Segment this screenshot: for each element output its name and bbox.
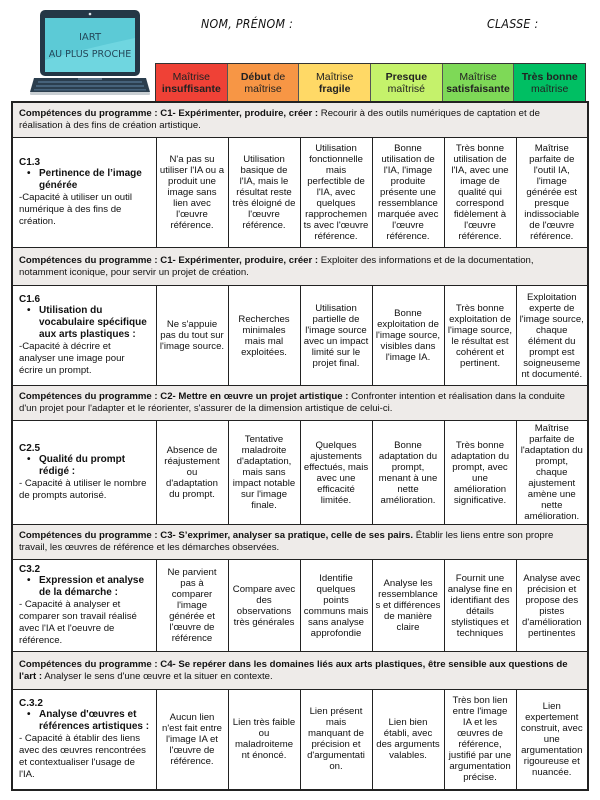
descriptor-cell: Lien bien établi, avec des arguments valables. xyxy=(372,690,444,790)
descriptor-cell: Très bonne adaptation du prompt, avec une amélioration significative. xyxy=(444,421,516,525)
competence-description: Compétences du programme : C3- S’exprimer, analyser sa pratique, celle de ses pairs. Établir les liens entre son propre travail, les œuvres de référence et les démarches observées. xyxy=(12,525,588,560)
competence-description: Compétences du programme : C2- Mettre en œuvre un projet artistique : Confronter intention et réalisation dans la conduite d'un projet pour l'adapter et le réorienter, s'assurer de la dimension artistique de celui-ci. xyxy=(12,386,588,421)
competence-description: Compétences du programme : C4- Se repérer dans les domaines liés aux arts plastiques, être sensible aux questions de l'art : Analyser le sens d'une œuvre et la situer en contexte. xyxy=(12,652,588,690)
descriptor-cell: Très bonne exploitation de l'image source, le résultat est cohérent et pertinent. xyxy=(444,286,516,386)
table-row xyxy=(12,690,588,790)
competence-cell: C1.3 • Pertinence de l’image générée -Capacité à utiliser un outil numérique à des fins de création. xyxy=(12,138,156,248)
descriptor-cell: N'a pas su utiliser l'IA ou a produit une image sans lien avec l'œuvre référence. xyxy=(156,138,228,248)
level-satisfactory: Maîtrise satisfaisante xyxy=(443,64,515,101)
section-header-row xyxy=(12,525,588,560)
descriptor-cell: Analyse avec précision et propose des pistes d'amélioration pertinentes xyxy=(516,560,588,652)
section-header-row xyxy=(12,248,588,286)
descriptor-cell: Maîtrise parfaite de l'adaptation du prompt, chaque ajustement amène une nette amélioration. xyxy=(516,421,588,525)
class-field-label: CLASSE : xyxy=(487,17,539,31)
descriptor-cell: Utilisation basique de l'IA, mais le résultat reste très éloigné de l'œuvre référence. xyxy=(228,138,300,248)
descriptor-cell: Fournit une analyse fine en identifiant des détails stylistiques et techniques xyxy=(444,560,516,652)
descriptor-cell: Utilisation fonctionnelle mais perfectible de l'IA, avec quelques rapprochemen ts avec l'œuvre référence. xyxy=(300,138,372,248)
descriptor-cell: Identifie quelques points communs mais sans analyse approfondie xyxy=(300,560,372,652)
descriptor-cell: Ne s'appuie pas du tout sur l'image source. xyxy=(156,286,228,386)
table-row xyxy=(12,138,588,248)
descriptor-cell: Très bon lien entre l'image IA et les œuvres de référence, justifié par une argumentation précise. xyxy=(444,690,516,790)
table-row xyxy=(12,421,588,525)
descriptor-cell: Ne parvient pas à comparer l'image générée et l'œuvre de référence xyxy=(156,560,228,652)
descriptor-cell: Exploitation experte de l'image source, chaque élément du prompt est soigneuseme nt documenté. xyxy=(516,286,588,386)
logo-title: IART xyxy=(78,32,102,43)
competence-cell: C.3.2 • Analyse d'œuvres et références artistiques : - Capacité à établir des liens avec des œuvres rencontrées et contextualiser l'usage de l'IA. xyxy=(12,690,156,790)
descriptor-cell: Maîtrise parfaite de l'outil IA, l'image générée est presque indissociable de l'œuvre référence. xyxy=(516,138,588,248)
mastery-levels-header xyxy=(155,63,586,101)
competence-cell: C1.6 • Utilisation du vocabulaire spécifique aux arts plastiques : -Capacité à décrire et analyser une image pour écrire un prompt. xyxy=(12,286,156,386)
rubric-table xyxy=(11,101,589,791)
competence-description: Compétences du programme : C1- Expérimenter, produire, créer : Recourir à des outils numériques de captation et de réalisation à des fins de création artistique. xyxy=(12,102,588,138)
competence-description: Compétences du programme : C1- Expérimenter, produire, créer : Exploiter des informations et de la documentation, notamment iconique, pour servir un projet de création. xyxy=(12,248,588,286)
section-header-row xyxy=(12,102,588,138)
laptop-logo-icon xyxy=(28,8,152,98)
level-insufficient: Maîtrise insuffisante xyxy=(156,64,228,101)
descriptor-cell: Recherches minimales mais mal exploitées. xyxy=(228,286,300,386)
section-header-row xyxy=(12,386,588,421)
level-almost-mastered: Presque maîtrisé xyxy=(371,64,443,101)
level-fragile: Maîtrise fragile xyxy=(299,64,371,101)
descriptor-cell: Lien expertement construit, avec une argumentation rigoureuse et nuancée. xyxy=(516,690,588,790)
table-row xyxy=(12,286,588,386)
descriptor-cell: Absence de réajustement ou d'adaptation du prompt. xyxy=(156,421,228,525)
descriptor-cell: Tentative maladroite d'adaptation, mais sans impact notable sur l'image finale. xyxy=(228,421,300,525)
name-field-label: NOM, PRÉNOM : xyxy=(201,17,294,31)
descriptor-cell: Aucun lien n'est fait entre l'image IA et l'œuvre de référence. xyxy=(156,690,228,790)
competence-cell: C3.2 • Expression et analyse de la démarche : - Capacité à analyser et comparer son travail réalisé avec l'IA et l'oeuvre de référence. xyxy=(12,560,156,652)
descriptor-cell: Analyse les ressemblance s et différences de manière claire xyxy=(372,560,444,652)
descriptor-cell: Lien présent mais manquant de précision et d'argumentati on. xyxy=(300,690,372,790)
table-row xyxy=(12,560,588,652)
descriptor-cell: Quelques ajustements effectués, mais avec une efficacité limitée. xyxy=(300,421,372,525)
descriptor-cell: Bonne exploitation de l'image source, visibles dans l'image IA. xyxy=(372,286,444,386)
level-very-good: Très bonne maîtrise xyxy=(514,64,585,101)
descriptor-cell: Lien très faible ou maladroiteme nt énoncé. xyxy=(228,690,300,790)
descriptor-cell: Utilisation partielle de l'image source avec un impact limité sur le projet final. xyxy=(300,286,372,386)
competence-cell: C2.5 • Qualité du prompt rédigé : - Capacité à utiliser le nombre de prompts autorisé. xyxy=(12,421,156,525)
descriptor-cell: Bonne adaptation du prompt, menant à une nette amélioration. xyxy=(372,421,444,525)
descriptor-cell: Compare avec des observations très générales xyxy=(228,560,300,652)
descriptor-cell: Très bonne utilisation de l'IA, avec une image de qualité qui correspond fidèlement à l'œuvre référence. xyxy=(444,138,516,248)
descriptor-cell: Bonne utilisation de l'IA, l'image produite présente une ressemblance marquée avec l'œuvre référence. xyxy=(372,138,444,248)
level-beginning: Début de maîtrise xyxy=(228,64,300,101)
section-header-row xyxy=(12,652,588,690)
logo-subtitle: AU PLUS PROCHE xyxy=(48,49,132,60)
